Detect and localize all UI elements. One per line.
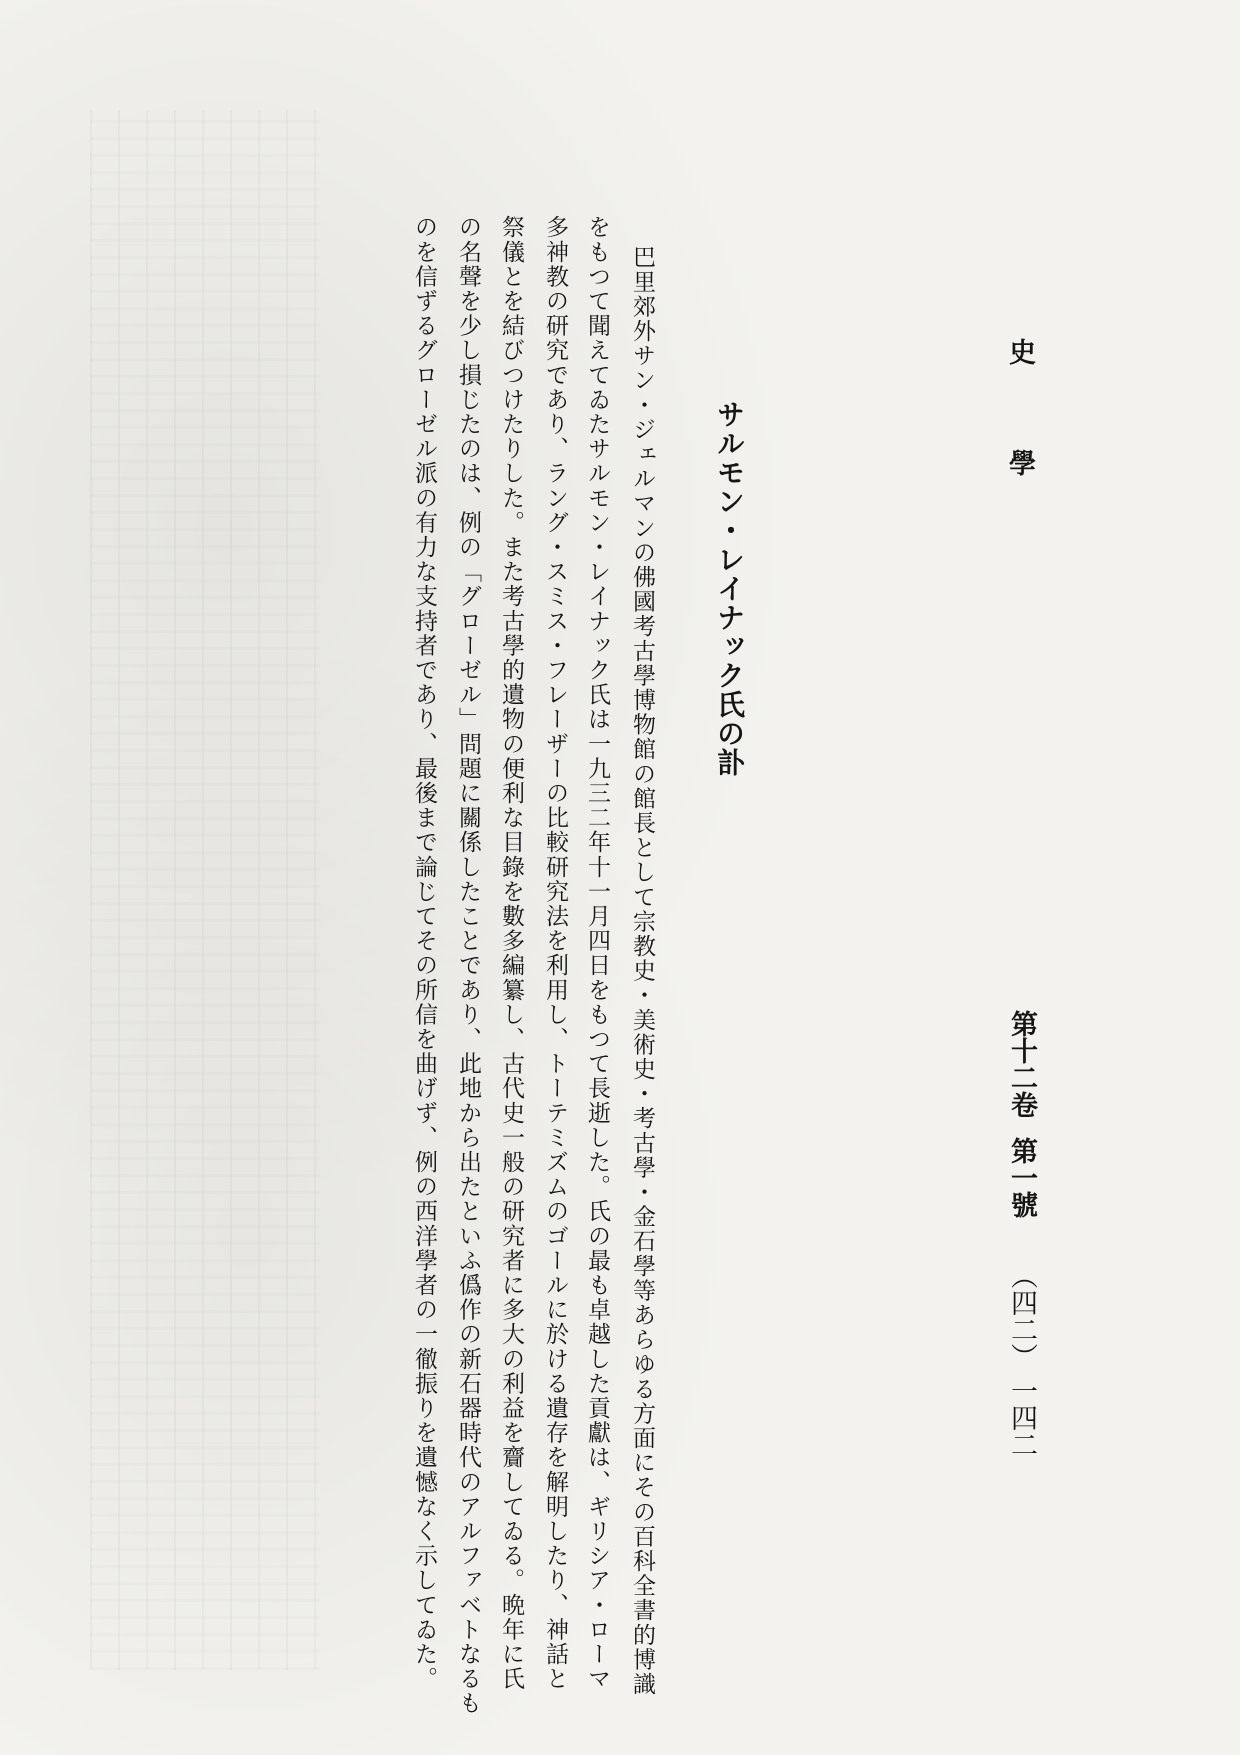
body-line-4: 祭儀とを結びつけたりした。また考古學的遺物の便利な目錄を數多編纂し、古代史一般の研究者に多大の利益を齎してゐる。晩年に氏 [498, 215, 524, 1691]
running-header-page-paren: （四二） [1006, 1262, 1037, 1370]
show-through-bleed [90, 110, 320, 1670]
running-header-volume: 第十二卷 [1006, 1010, 1037, 1118]
body-line-1: 巴里郊外サン・ジェルマンの佛國考古學博物館の館長として宗教史・美術史・考古學・金石學等あらゆる方面にその百科全書的博識 [629, 245, 655, 1697]
article-title: サルモン・レイナック氏の訃 [713, 400, 746, 777]
body-line-2: をもつて聞えてゐたサルモン・レイナック氏は一九三二年十一月四日をもつて長逝した。氏の最も卓越した貢獻は、ギリシア・ローマ [584, 215, 610, 1691]
body-line-3: 多神教の研究であり、ラング・スミス・フレーザーの比較研究法を利用し、トーテミズムのゴールに於ける遺存を解明したり、神話と [542, 215, 568, 1691]
running-header-page-number: 一四二 [1006, 1377, 1037, 1458]
body-line-6: のを信ずるグローゼル派の有力な支持者であり、最後まで論じてその所信を曲げず、例の西洋學者の一徹振りを遺憾なく示してゐた。 [411, 215, 437, 1691]
running-header-issue: 第一號 [1006, 1137, 1037, 1218]
running-header-journal: 史學 [1004, 338, 1035, 560]
body-line-5: の名聲を少し損じたのは、例の「グローゼル」問題に關係したことであり、此地から出たといふ僞作の新石器時代のアルファベトなるも [455, 215, 481, 1716]
